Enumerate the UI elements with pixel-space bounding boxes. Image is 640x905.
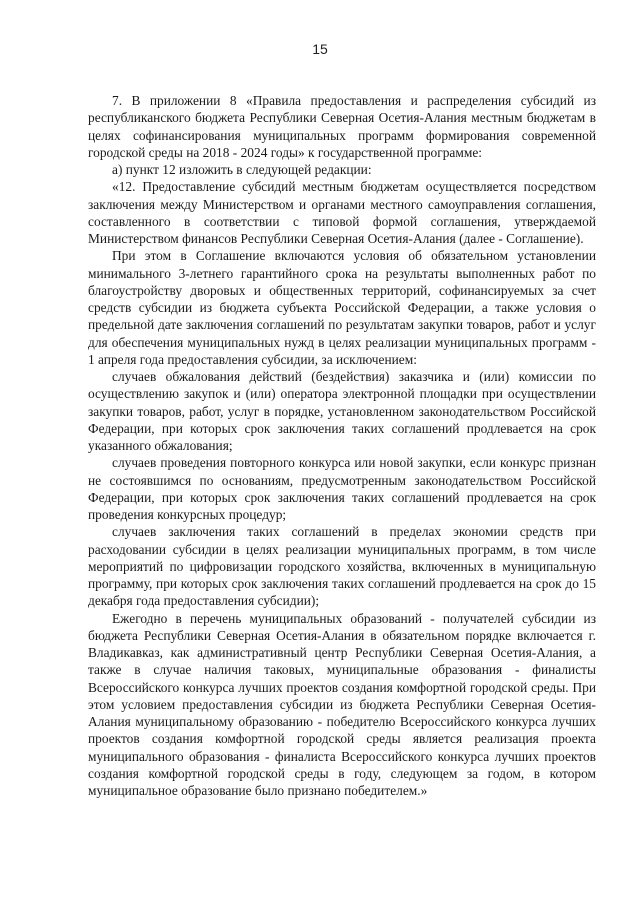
page-number: 15 <box>312 41 328 57</box>
paragraph-exception-repeat-tender: случаев проведения повторного конкурса или новой закупки, если конкурс признан не состоявшимся по основаниям, предусмотренным законодательством Российской Федерации, при которых срок заключения таких соглашений продлевается на срок проведения конкурсных процедур; <box>88 455 596 522</box>
paragraph-exception-savings: случаев заключения таких соглашений в пределах экономии средств при расходовании субсидии в целях реализации муниципальных программ, в том числе мероприятий по цифровизации городского хозяйства, включенных в муниципальную программу, при которых срок заключения таких соглашений продлевается на срок до 15 декабря года предоставления субсидии); <box>88 524 596 609</box>
paragraph-agreement-conditions: При этом в Соглашение включаются условия об обязательном установлении минимального 3-летнего гарантийного срока на результаты выполненных работ по благоустройству дворовых и общественных территорий, софинансируемых за счет средств субсидии из бюджета субъекта Российской Федерации, а также условия о предельной дате заключения соглашений по результатам закупки товаров, работ и услуг для обеспечения муниципальных нужд в целях реализации муниципальных программ - 1 апреля года предоставления субсидии, за исключением: <box>88 248 596 367</box>
paragraph-amendment-intro: 7. В приложении 8 «Правила предоставления и распределения субсидий из республиканского бюджета Республики Северная Осетия-Алания местным бюджетам в целях софинансирования муниципальных программ формирования современной городской среды на 2018 - 2024 годы» к государственной программе: <box>88 93 596 160</box>
paragraph-subitem-a: а) пункт 12 изложить в следующей редакции: <box>112 162 372 177</box>
paragraph-clause-12: «12. Предоставление субсидий местным бюджетам осуществляется посредством заключения между Министерством и органами местного самоуправления соглашения, составленного в соответствии с типовой формой соглашения, утверждаемой Министерством финансов Республики Северная Осетия-Алания (далее - Соглашение). <box>88 179 596 246</box>
paragraph-exception-appeal: случаев обжалования действий (бездействия) заказчика и (или) комиссии по осуществлению закупок и (или) оператора электронной площадки при осуществлении закупки товаров, работ, услуг в порядке, установленном законодательством Российской Федерации, при которых срок заключения таких соглашений продлевается на срок указанного обжалования; <box>88 369 596 453</box>
document-body <box>88 92 596 799</box>
paragraph-annual-recipients: Ежегодно в перечень муниципальных образований - получателей субсидии из бюджета Республики Северная Осетия-Алания в обязательном порядке включается г. Владикавказ, как административный центр Республики Северная Осетия-Алания, а также в случае наличия таковых, муниципальные образования - финалисты Всероссийского конкурса лучших проектов создания комфортной городской среды. При этом условием предоставления субсидии из бюджета Республики Северная Осетия-Алания муниципальному образованию - победителю Всероссийского конкурса лучших проектов создания комфортной городской среды является реализация проекта муниципального образования - финалиста Всероссийского конкурса лучших проектов создания комфортной городской среды в году, следующем за годом, в котором муниципальное образование было признано победителем.» <box>88 610 596 798</box>
